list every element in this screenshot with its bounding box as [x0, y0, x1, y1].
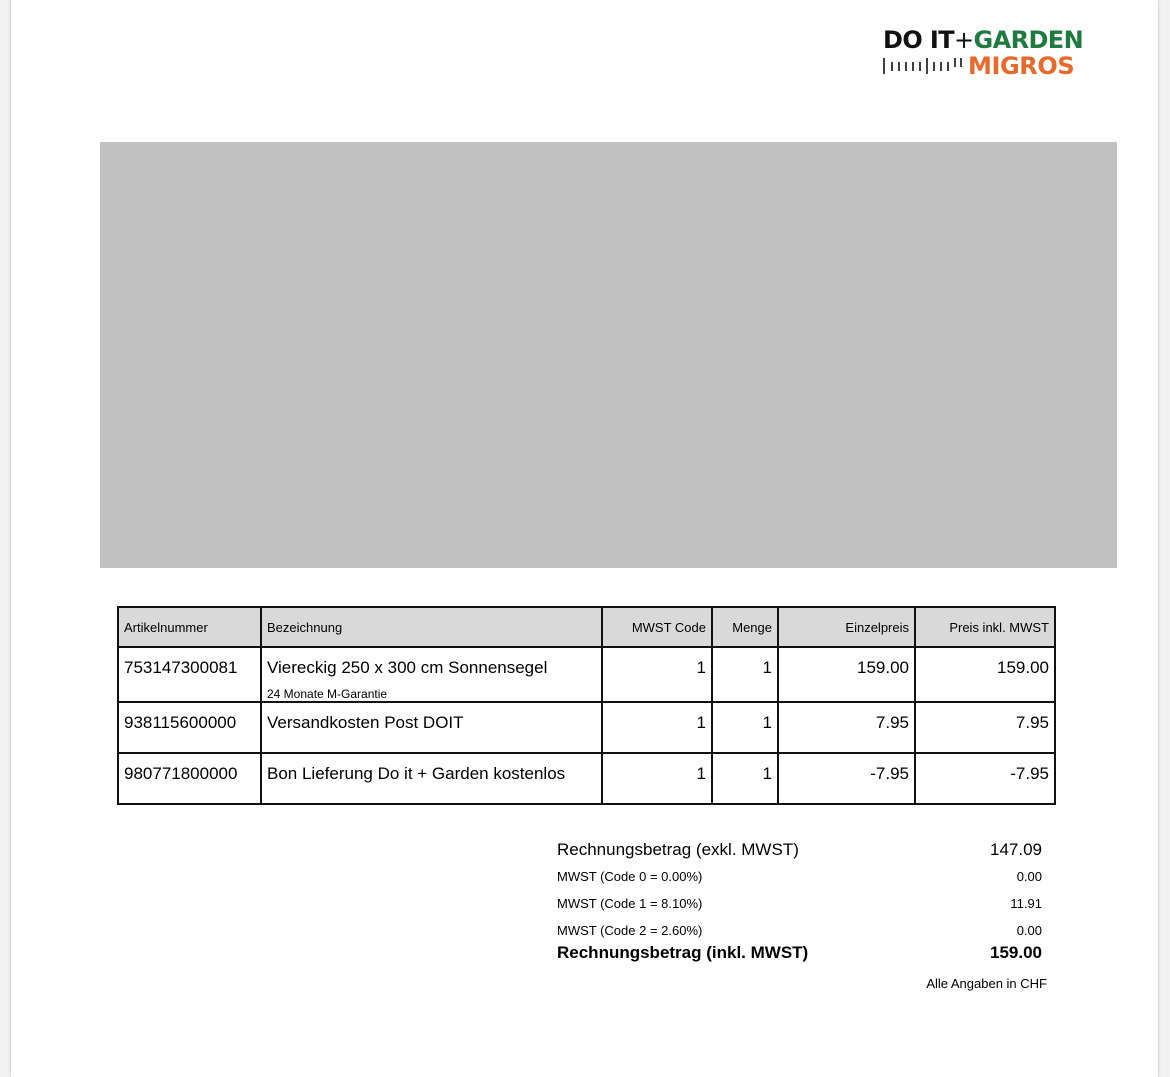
- logo-migros-text: MIGROS: [968, 52, 1075, 80]
- invoice-items-table: [117, 606, 1056, 805]
- cell-mwst-code: 1: [602, 753, 712, 804]
- table-row: [118, 753, 1055, 804]
- table-header-row: [118, 607, 1055, 647]
- cell-menge: 1: [712, 753, 778, 804]
- invoice-totals: [557, 836, 1047, 971]
- do-it-garden-migros-logo: [883, 26, 1093, 82]
- cell-einzelpreis: 7.95: [778, 702, 915, 753]
- cell-preis-inkl-mwst: 7.95: [915, 702, 1055, 753]
- table-row: [118, 647, 1055, 702]
- cell-preis-inkl-mwst: 159.00: [915, 647, 1055, 702]
- item-description: Viereckig 250 x 300 cm Sonnensegel: [267, 658, 548, 677]
- mwst-code2-value: 0.00: [1016, 923, 1042, 938]
- cell-einzelpreis: -7.95: [778, 753, 915, 804]
- header-artikelnummer: Artikelnummer: [118, 607, 261, 647]
- logo-plus-text: +: [953, 26, 974, 54]
- item-warranty-note: 24 Monate M-Garantie: [267, 687, 388, 701]
- cell-mwst-code: 1: [602, 647, 712, 702]
- mwst-code0-row: [557, 863, 1047, 890]
- mwst-code1-value: 11.91: [1010, 896, 1042, 911]
- mwst-code2-label: MWST (Code 2 = 2.60%): [557, 923, 703, 938]
- cell-artikelnummer: 753147300081: [118, 647, 261, 702]
- total-exkl-value: 147.09: [990, 840, 1042, 859]
- header-mwst-code: MWST Code: [602, 607, 712, 647]
- cell-mwst-code: 1: [602, 702, 712, 753]
- cell-einzelpreis: 159.00: [778, 647, 915, 702]
- cell-artikelnummer: 980771800000: [118, 753, 261, 804]
- mwst-code0-label: MWST (Code 0 = 0.00%): [557, 869, 703, 884]
- total-exkl-row: [557, 836, 1047, 863]
- total-inkl-row: [557, 944, 1047, 971]
- cell-bezeichnung: Bon Lieferung Do it + Garden kostenlos: [261, 753, 602, 804]
- table-row: [118, 702, 1055, 753]
- header-einzelpreis: Einzelpreis: [778, 607, 915, 647]
- cell-artikelnummer: 938115600000: [118, 702, 261, 753]
- redacted-address-block: [100, 142, 1117, 568]
- mwst-code1-label: MWST (Code 1 = 8.10%): [557, 896, 703, 911]
- ruler-icon: [883, 56, 965, 76]
- logo-doit-text: DO IT: [883, 26, 954, 54]
- cell-menge: 1: [712, 647, 778, 702]
- logo-garden-text: GARDEN: [973, 26, 1084, 54]
- mwst-code2-row: [557, 917, 1047, 944]
- total-inkl-label: Rechnungsbetrag (inkl. MWST): [557, 943, 809, 962]
- total-exkl-label: Rechnungsbetrag (exkl. MWST): [557, 840, 799, 859]
- header-menge: Menge: [712, 607, 778, 647]
- currency-note: Alle Angaben in CHF: [926, 976, 1047, 991]
- cell-bezeichnung: [261, 647, 602, 702]
- cell-bezeichnung: Versandkosten Post DOIT: [261, 702, 602, 753]
- header-bezeichnung: Bezeichnung: [261, 607, 602, 647]
- mwst-code1-row: [557, 890, 1047, 917]
- total-inkl-value: 159.00: [990, 943, 1042, 962]
- cell-menge: 1: [712, 702, 778, 753]
- logo-wordmark-top: [883, 26, 1083, 54]
- header-preis-inkl-mwst: Preis inkl. MWST: [915, 607, 1055, 647]
- mwst-code0-value: 0.00: [1016, 869, 1042, 884]
- cell-preis-inkl-mwst: -7.95: [915, 753, 1055, 804]
